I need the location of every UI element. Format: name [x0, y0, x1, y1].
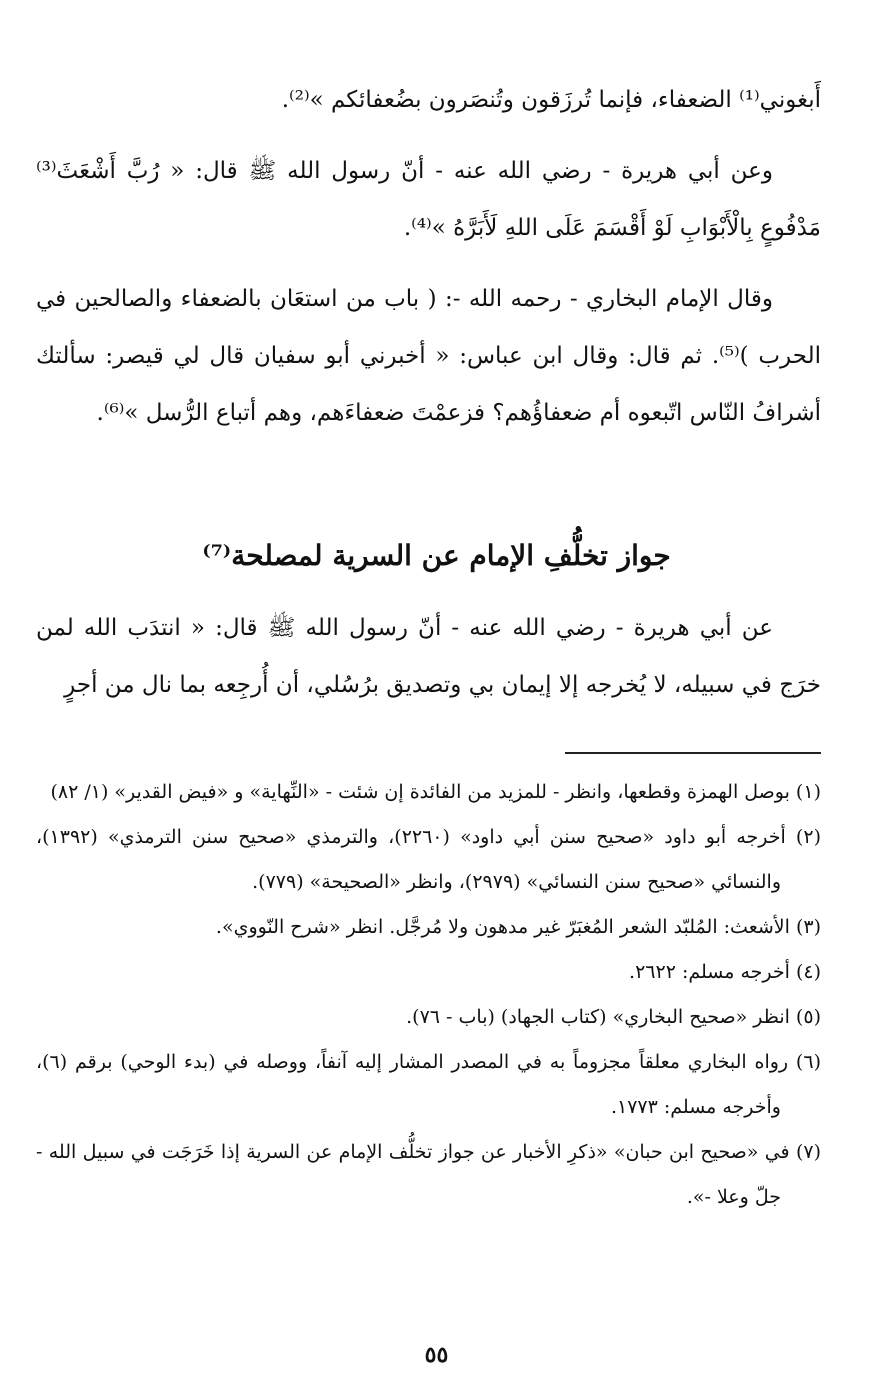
- footnote-7: (٧) في «صحيح ابن حبان» «ذكرِ الأخبار عن جواز تخلُّف الإمام عن السرية إذا خَرَجَت في سبيل الله - جلّ وعلا -».: [36, 1141, 821, 1208]
- paragraph-3: وقال الإمام البخاري - رحمه الله -: ( باب من استعَان بالضعفاء والصالحين في الحرب )⁽⁵⁾. ثم قال: وقال ابن عباس: « أخبرني أبو سفيان قال لي قيصر: سألتك أشرافُ النّاس اتّبعوه أم ضعفاؤُهم؟ فزعمْتَ ضعفاءَهم، وهم أتباع الرُّسل »⁽⁶⁾.: [36, 286, 821, 426]
- paragraph-2: وعن أبي هريرة - رضي الله عنه - أنّ رسول الله ﷺ قال: « رُبَّ أَشْعَثَ⁽³⁾ مَدْفُوعٍ بِالْأَبْوَابِ لَوْ أَقْسَمَ عَلَى اللهِ لَأَبَرَّهُ »⁽⁴⁾.: [36, 158, 821, 241]
- footnote-5: (٥) انظر «صحيح البخاري» (كتاب الجهاد) (باب - ٧٦).: [406, 1006, 821, 1028]
- footnote-2: (٢) أخرجه أبو داود «صحيح سنن أبي داود» (٢٢٦٠)، والترمذي «صحيح سنن الترمذي» (١٣٩٢)، والنسائي «صحيح سنن النسائي» (٢٩٧٩)، وانظر «الصحيحة» (٧٧٩).: [36, 826, 821, 893]
- section-paragraph: عن أبي هريرة - رضي الله عنه - أنّ رسول الله ﷺ قال: « انتدَب الله لمن خرَج في سبيله، لا يُخرجه إلا إيمان بي وتصديق برُسُلي، أن أُرجِعه بما نال من أجرٍ: [36, 615, 821, 698]
- footnote-1: (١) بوصل الهمزة وقطعها، وانظر - للمزيد من الفائدة إن شئت - «النِّهاية» و «فيض القدير» (١/ ٨٢): [50, 781, 821, 803]
- main-text: [36, 72, 821, 442]
- footnote-separator: [565, 752, 821, 754]
- footnote-4: (٤) أخرجه مسلم: ٢٦٢٢.: [629, 961, 821, 983]
- section-heading: جواز تخلُّفِ الإمام عن السرية لمصلحة⁽⁷⁾: [202, 539, 671, 572]
- footnotes-list: [36, 770, 821, 1220]
- footnote-6: (٦) رواه البخاري معلقاً مجزوماً به في المصدر المشار إليه آنفاً، ووصله في (بدء الوحي) برقم (٦)، وأخرجه مسلم: ١٧٧٣.: [36, 1051, 821, 1118]
- section-text: [36, 600, 821, 714]
- page-number: ٥٥: [424, 1342, 449, 1368]
- paragraph-1: أَبغوني⁽¹⁾ الضعفاء، فإنما تُرزَقون وتُنصَرون بضُعفائكم »⁽²⁾.: [281, 87, 821, 113]
- footnote-3: (٣) الأشعث: المُلبّد الشعر المُغبَرّ غير مدهون ولا مُرجَّل. انظر «شرح النّووي».: [215, 916, 821, 938]
